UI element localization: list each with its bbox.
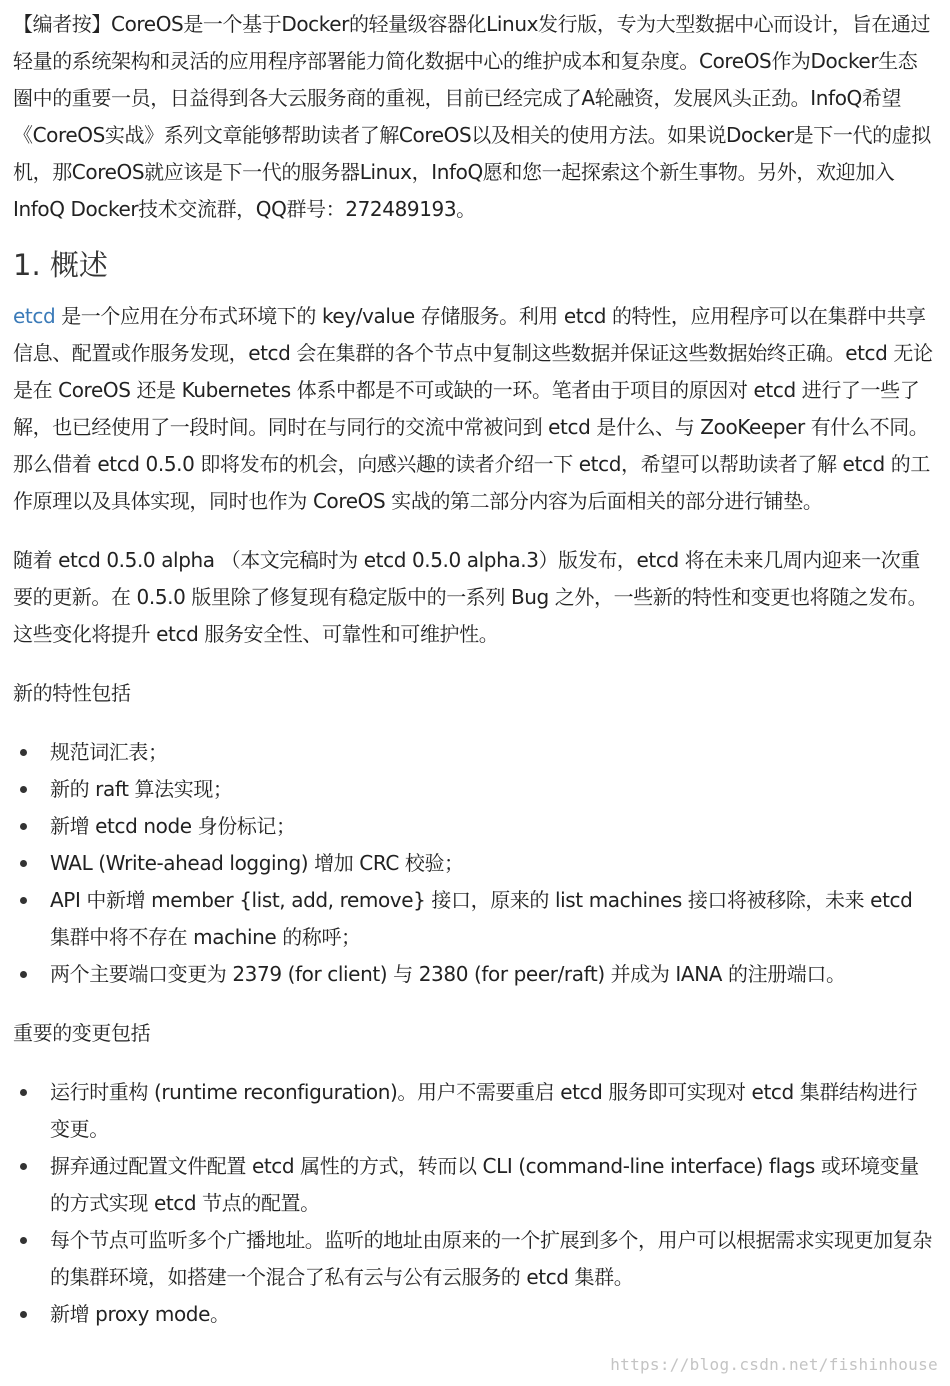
bullet-icon <box>20 971 27 978</box>
bullet-icon <box>20 786 27 793</box>
bullet-icon <box>20 860 27 867</box>
bullet-icon <box>20 1163 27 1170</box>
bullet-icon <box>20 1237 27 1244</box>
etcd-link[interactable]: etcd <box>13 304 56 328</box>
bullet-icon <box>20 749 27 756</box>
list-item: 规范词汇表； <box>50 734 935 771</box>
changes-list <box>13 1074 935 1333</box>
bullet-icon <box>20 823 27 830</box>
list-item: 新的 raft 算法实现； <box>50 771 935 808</box>
list-item: 新增 etcd node 身份标记； <box>50 808 935 845</box>
article-body <box>13 6 935 1333</box>
features-list <box>13 734 935 993</box>
changes-heading: 重要的变更包括 <box>13 1021 151 1045</box>
list-item: 摒弃通过配置文件配置 etcd 属性的方式，转而以 CLI (command-line interface) flags 或环境变量的方式实现 etcd 节点的配置。 <box>50 1148 935 1222</box>
list-item: 新增 proxy mode。 <box>50 1296 935 1333</box>
overview-text: 是一个应用在分布式环境下的 key/value 存储服务。利用 etcd 的特性，应用程序可以在集群中共享信息、配置或作服务发现，etcd 会在集群的各个节点中复制这些数据并保证这些数据始终正确。etcd 无论是在 CoreOS 还是 Kubernetes 体系中都是不可或缺的一环。笔者由于项目的原因对 etcd 进行了一些了解，也已经使用了一段时间。同时在与同行的交流中常被问到 etcd 是什么、与 ZooKeeper 有什么不同。那么借着 etcd 0.5.0 即将发布的机会，向感兴趣的读者介绍一下 etcd，希望可以帮助读者了解 etcd 的工作原理以及具体实现，同时也作为 CoreOS 实战的第二部分内容为后面相关的部分进行铺垫。 <box>13 304 933 513</box>
bullet-icon <box>20 1311 27 1318</box>
bullet-icon <box>20 897 27 904</box>
features-heading: 新的特性包括 <box>13 681 131 705</box>
editor-note: 【编者按】CoreOS是一个基于Docker的轻量级容器化Linux发行版，专为大型数据中心而设计，旨在通过轻量的系统架构和灵活的应用程序部署能力简化数据中心的维护成本和复杂度。CoreOS作为Docker生态圈中的重要一员，日益得到各大云服务商的重视，目前已经完成了A轮融资，发展风头正劲。InfoQ希望《CoreOS实战》系列文章能够帮助读者了解CoreOS以及相关的使用方法。如果说Docker是下一代的虚拟机，那CoreOS就应该是下一代的服务器Linux，InfoQ愿和您一起探索这个新生事物。另外，欢迎加入InfoQ Docker技术交流群，QQ群号：272489193。 <box>13 12 931 221</box>
section-title: 1. 概述 <box>13 248 108 282</box>
release-paragraph: 随着 etcd 0.5.0 alpha （本文完稿时为 etcd 0.5.0 alpha.3）版发布，etcd 将在未来几周内迎来一次重要的更新。在 0.5.0 版里除了修复现有稳定版中的一系列 Bug 之外，一些新的特性和变更也将随之发布。这些变化将提升 etcd 服务安全性、可靠性和可维护性。 <box>13 548 928 646</box>
list-item: WAL (Write-ahead logging) 增加 CRC 校验； <box>50 845 935 882</box>
list-item: 两个主要端口变更为 2379 (for client) 与 2380 (for peer/raft) 并成为 IANA 的注册端口。 <box>50 956 935 993</box>
watermark: https://blog.csdn.net/fishinhouse <box>610 1355 938 1374</box>
list-item: 每个节点可监听多个广播地址。监听的地址由原来的一个扩展到多个，用户可以根据需求实现更加复杂的集群环境，如搭建一个混合了私有云与公有云服务的 etcd 集群。 <box>50 1222 935 1296</box>
overview-paragraph <box>13 298 935 520</box>
bullet-icon <box>20 1089 27 1096</box>
list-item: API 中新增 member {list, add, remove} 接口，原来的 list machines 接口将被移除，未来 etcd 集群中将不存在 machine 的称呼； <box>50 882 935 956</box>
list-item: 运行时重构 (runtime reconfiguration)。用户不需要重启 etcd 服务即可实现对 etcd 集群结构进行变更。 <box>50 1074 935 1148</box>
